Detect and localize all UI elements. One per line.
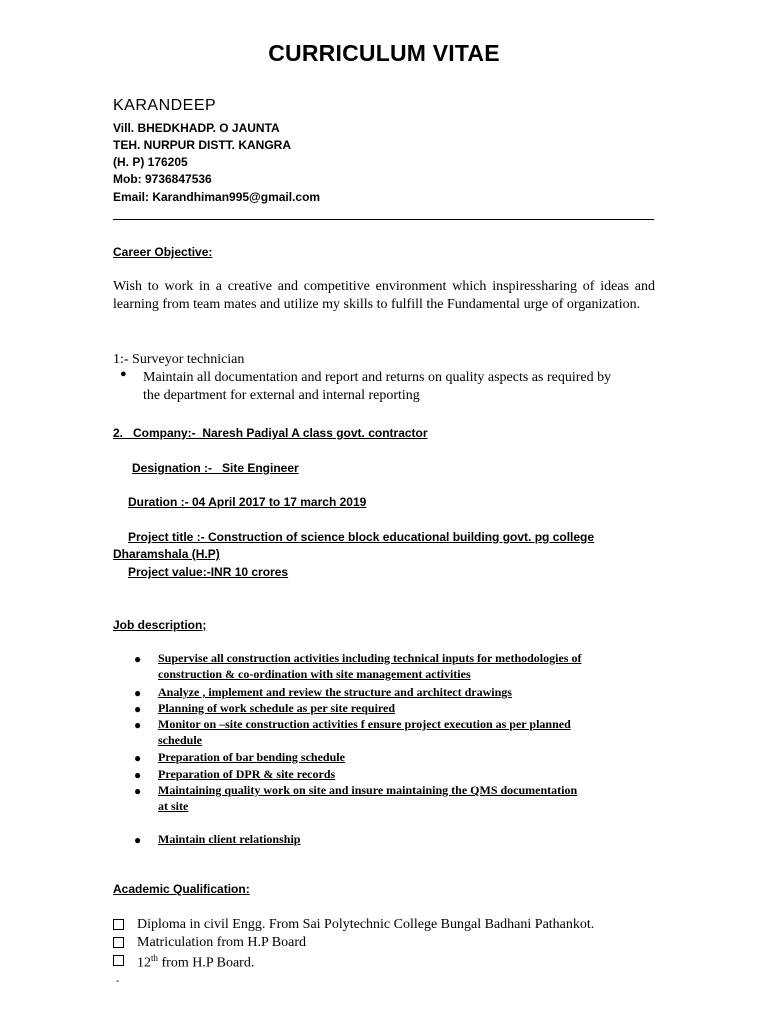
- bullet-icon: ●: [134, 702, 142, 716]
- job-item-line: Supervise all construction activities including technical inputs for methodologies of: [158, 651, 582, 665]
- job-item-line: Preparation of bar bending schedule: [158, 750, 345, 764]
- academic-heading: Academic Qualification:: [113, 882, 250, 896]
- bullet-icon: ●: [134, 784, 142, 798]
- academic-12th-suffix: th: [151, 953, 159, 963]
- address-line-pin: (H. P) 176205: [113, 155, 188, 169]
- job-item-line: construction & co-ordination with site management activities: [158, 667, 471, 681]
- checkbox-icon: [113, 919, 124, 930]
- duration-line: Duration :- 04 April 2017 to 17 march 2019: [128, 495, 367, 509]
- project-value-line: Project value:-INR 10 crores: [128, 565, 289, 579]
- job-description-heading: Job description;: [113, 618, 207, 632]
- bullet-icon: ●: [134, 833, 142, 847]
- bullet-icon: ●: [134, 652, 142, 666]
- job-item-line: at site: [158, 799, 189, 813]
- project-title-line-1: Project title :- Construction of science block educational building govt. pg college: [128, 530, 595, 544]
- mobile-number: Mob: 9736847536: [113, 172, 212, 186]
- job-item-line: Analyze , implement and review the structure and architect drawings: [158, 685, 512, 699]
- candidate-name: KARANDEEP: [113, 97, 217, 114]
- bullet-icon: ●: [134, 686, 142, 700]
- header-divider: [113, 219, 654, 220]
- address-line-village: Vill. BHEDKHADP. O JAUNTA: [113, 121, 280, 135]
- career-objective-paragraph: Wish to work in a creative and competitive environment which inspiressharing of ideas and learning from team mates and utilize my skills to fulfill the Fundamental urge of organization.: [113, 279, 655, 312]
- experience-1-bullet-line-1: Maintain all documentation and report and returns on quality aspects as required by: [143, 370, 612, 385]
- job-item-line: Maintaining quality work on site and insure maintaining the QMS documentation: [158, 783, 578, 797]
- experience-1-bullet-line-2: the department for external and internal reporting: [143, 388, 420, 403]
- academic-12th-board: from H.P Board.: [158, 955, 255, 971]
- company-line: 2. Company:- Naresh Padiyal A class govt. contractor: [113, 426, 428, 440]
- career-objective-heading: Career Objective:: [113, 245, 213, 259]
- academic-item-matriculation: Matriculation from H.P Board: [137, 935, 307, 950]
- checkbox-icon: [113, 955, 124, 966]
- job-item-line: Monitor on –site construction activities f ensure project execution as per planned: [158, 717, 571, 731]
- academic-12th-number: 12: [137, 955, 151, 971]
- checkbox-icon: [113, 937, 124, 948]
- address-line-tehsil: TEH. NURPUR DISTT. KANGRA: [113, 138, 292, 152]
- bullet-icon: ●: [134, 718, 142, 732]
- bullet-icon: ●: [134, 768, 142, 782]
- academic-item-diploma: Diploma in civil Engg. From Sai Polytechnic College Bungal Badhani Pathankot.: [137, 917, 595, 932]
- academic-item-12th: [137, 953, 254, 972]
- project-title-line-2: Dharamshala (H.P): [113, 547, 220, 561]
- bullet-icon: ●: [134, 751, 142, 765]
- designation-line: Designation :- Site Engineer: [132, 461, 299, 475]
- job-item-line: Preparation of DPR & site records: [158, 767, 336, 781]
- job-item-line: Planning of work schedule as per site required: [158, 701, 396, 715]
- bullet-icon: ●: [120, 368, 127, 380]
- job-item-line: Maintain client relationship: [158, 832, 301, 846]
- job-item-line: schedule: [158, 733, 203, 747]
- trailing-mark: -: [116, 976, 120, 987]
- document-title: CURRICULUM VITAE: [268, 40, 500, 66]
- experience-1-heading: 1:- Surveyor technician: [113, 352, 245, 367]
- email-address: Email: Karandhiman995@gmail.com: [113, 190, 321, 204]
